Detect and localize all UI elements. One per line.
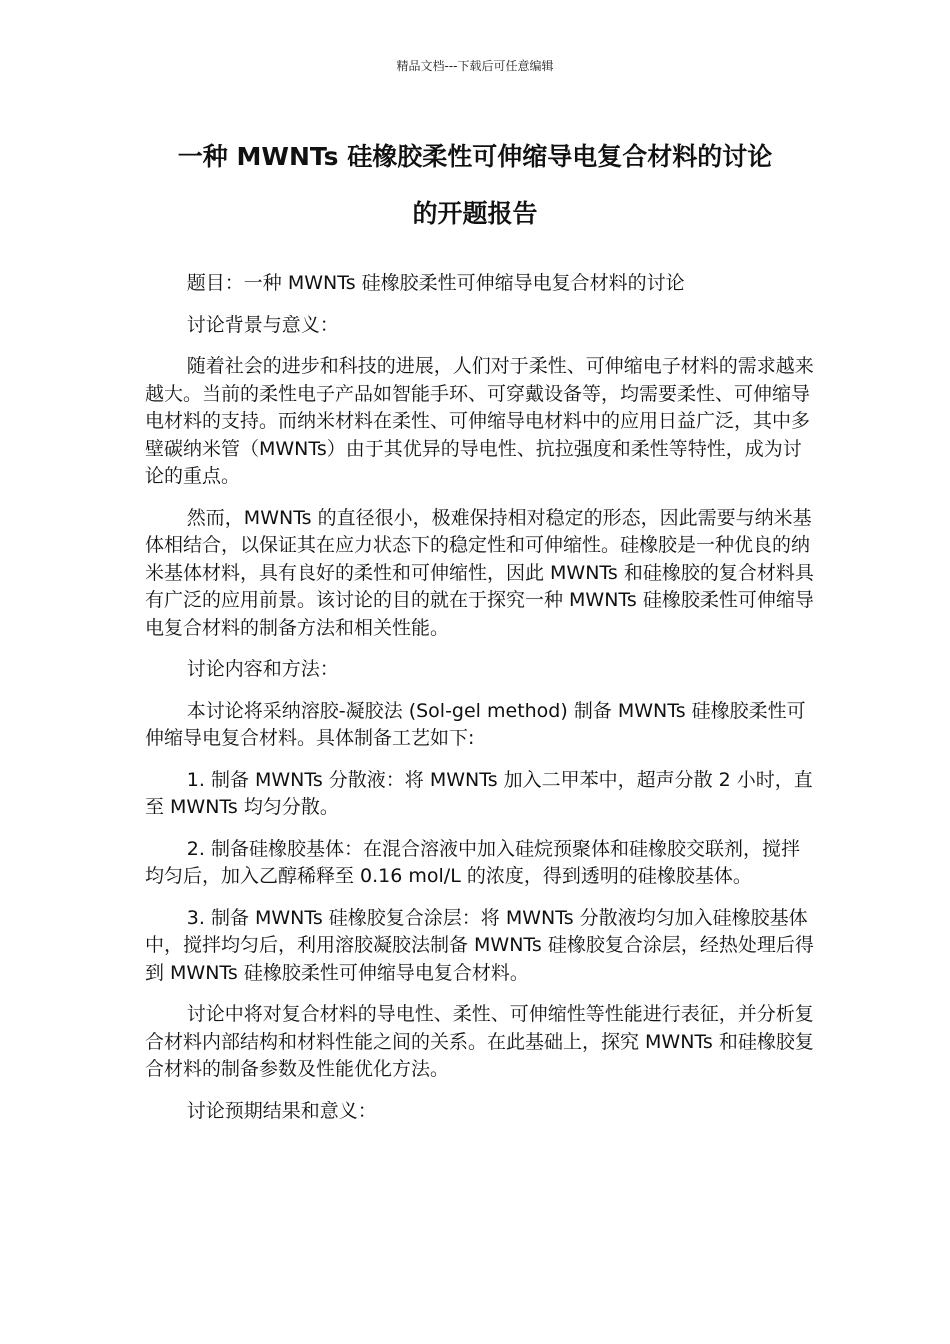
document-title — [130, 128, 820, 242]
page-header-note: 精品文档---下载后可任意编辑 — [396, 59, 554, 73]
background-paragraph-1: 随着社会的进步和科技的进展，人们对于柔性、可伸缩电子材料的需求越来越大。当前的柔性电子产品如智能手环、可穿戴设备等，均需要柔性、可伸缩导电材料的支持。而纳米材料在柔性、可伸缩导电材料中的应用日益广泛，其中多壁碳纳米管（MWNTs）由于其优异的导电性、抗拉强度和柔性等特性，成为讨论的重点。 — [145, 355, 814, 487]
document-title-line-2: 的开题报告 — [412, 199, 538, 228]
method-intro-paragraph: 本讨论将采纳溶胶-凝胶法 (Sol-gel method) 制备 MWNTs 硅橡胶柔性可伸缩导电复合材料。具体制备工艺如下: — [145, 699, 806, 749]
method-heading: 讨论内容和方法： — [186, 658, 339, 680]
document-body — [145, 270, 817, 1139]
analysis-paragraph: 讨论中将对复合材料的导电性、柔性、可伸缩性等性能进行表征，并分析复合材料内部结构和材料性能之间的关系。在此基础上，探究 MWNTs 和硅橡胶复合材料的制备参数及性能优化方法。 — [145, 1003, 814, 1080]
document-title-line-1: 一种 MWNTs 硅橡胶柔性可伸缩导电复合材料的讨论 — [177, 142, 773, 171]
topic-paragraph: 题目：一种 MWNTs 硅橡胶柔性可伸缩导电复合材料的讨论 — [186, 272, 685, 294]
method-step-3: 3. 制备 MWNTs 硅橡胶复合涂层：将 MWNTs 分散液均匀加入硅橡胶基体中，搅拌均匀后，利用溶胶凝胶法制备 MWNTs 硅橡胶复合涂层，经热处理后得到 MWNTs 硅橡胶柔性可伸缩导电复合材料。 — [145, 906, 814, 984]
results-heading: 讨论预期结果和意义： — [186, 1099, 377, 1122]
background-heading: 讨论背景与意义： — [186, 313, 339, 336]
method-step-2: 2. 制备硅橡胶基体：在混合溶液中加入硅烷预聚体和硅橡胶交联剂，搅拌均匀后，加入乙醇稀释至 0.16 mol/L 的浓度，得到透明的硅橡胶基体。 — [145, 837, 800, 887]
method-step-1: 1. 制备 MWNTs 分散液：将 MWNTs 加入二甲苯中，超声分散 2 小时，直至 MWNTs 均匀分散。 — [145, 768, 813, 818]
background-paragraph-2: 然而，MWNTs 的直径很小，极难保持相对稳定的形态，因此需要与纳米基体相结合，以保证其在应力状态下的稳定性和可伸缩性。硅橡胶是一种优良的纳米基体材料，具有良好的柔性和可伸缩性，因此 MWNTs 和硅橡胶的复合材料具有广泛的应用前景。该讨论的目的就在于探究一种 MWNTs 硅橡胶柔性可伸缩导电复合材料的制备方法和相关性能。 — [145, 506, 814, 639]
